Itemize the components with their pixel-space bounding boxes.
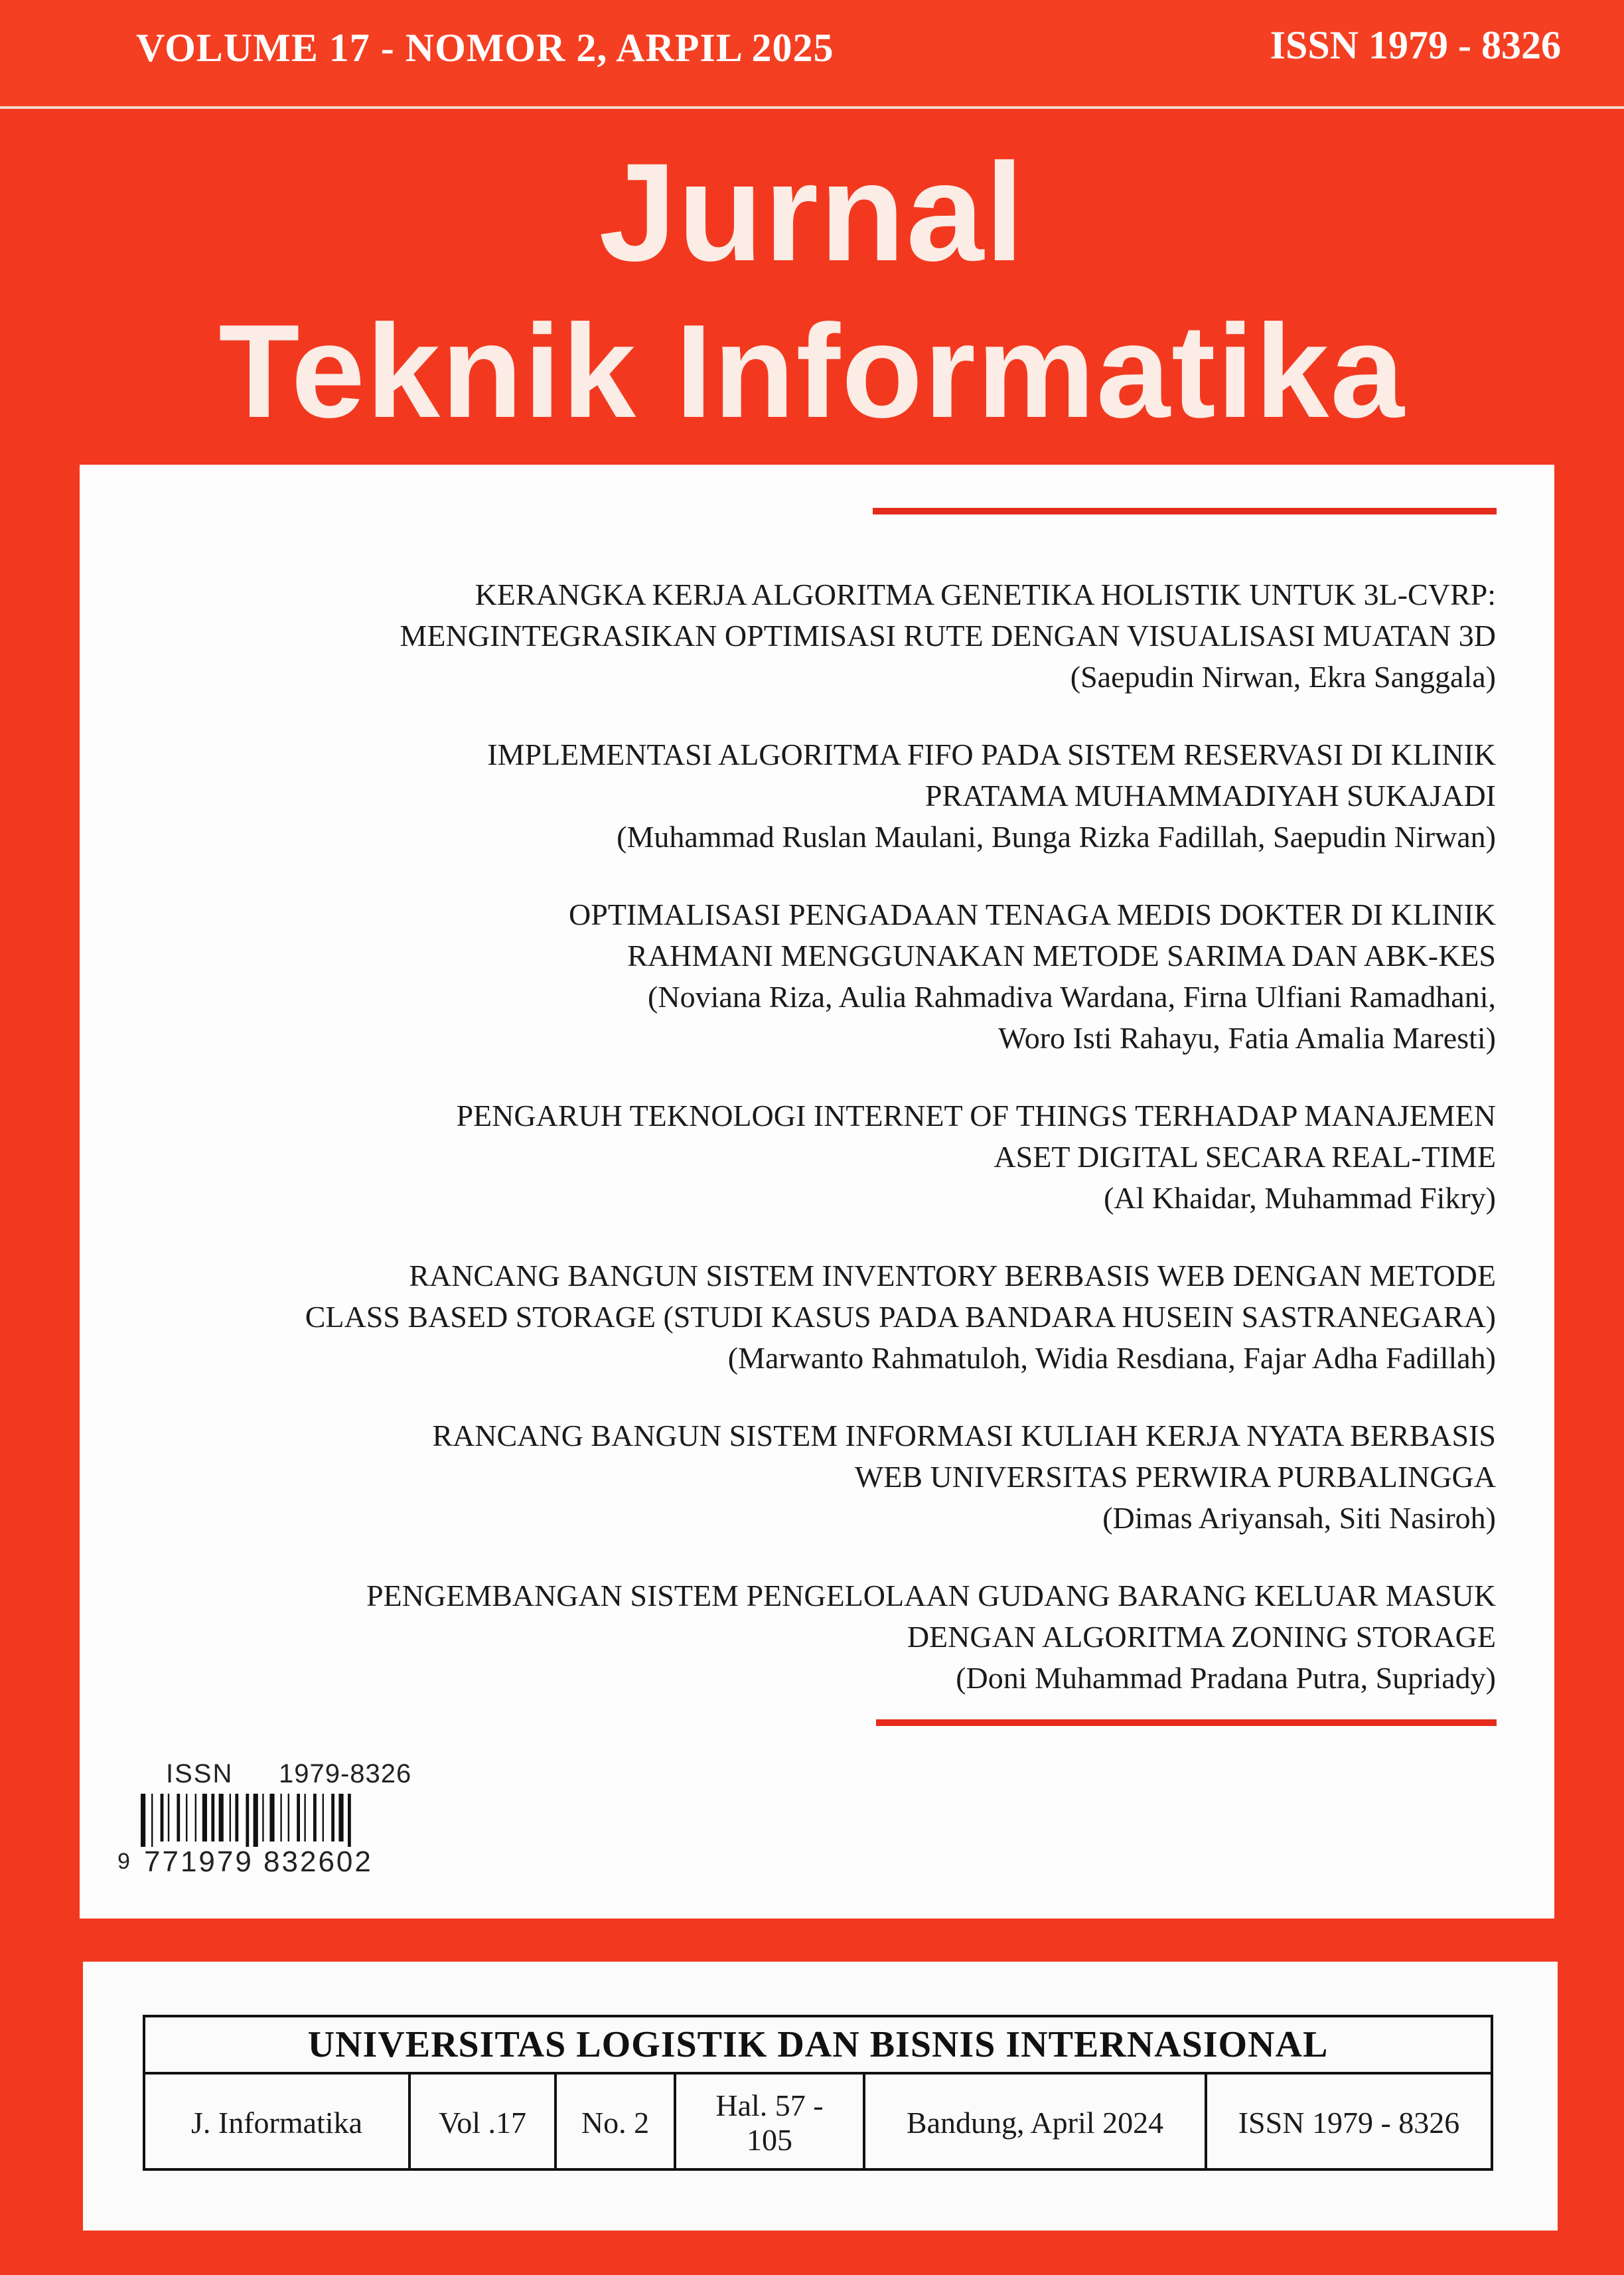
article-entry — [182, 894, 1496, 1059]
article-title-line: PENGEMBANGAN SISTEM PENGELOLAAN GUDANG BARANG KELUAR MASUK — [366, 1579, 1496, 1612]
article-authors-line: (Al Khaidar, Muhammad Fikry) — [1104, 1181, 1496, 1215]
barcode-bar — [235, 1794, 238, 1842]
article-entry — [182, 734, 1496, 858]
barcode-bar — [331, 1794, 334, 1842]
issn-label: ISSN 1979 - 8326 — [1270, 23, 1561, 67]
barcode-bar — [195, 1794, 196, 1842]
article-title-line: PENGARUH TEKNOLOGI INTERNET OF THINGS TERHADAP MANAJEMEN — [456, 1099, 1496, 1133]
article-title-line: IMPLEMENTASI ALGORITMA FIFO PADA SISTEM RESERVASI DI KLINIK — [487, 738, 1496, 771]
barcode-bar — [280, 1794, 281, 1842]
barcode-bar — [288, 1794, 289, 1842]
info-table — [143, 2015, 1493, 2171]
article-entry — [182, 574, 1496, 698]
article-list — [182, 574, 1496, 1735]
barcode-bar — [313, 1794, 317, 1842]
number-cell: No. 2 — [557, 2075, 676, 2171]
barcode-bar — [304, 1794, 305, 1842]
barcode-bar — [141, 1794, 145, 1847]
article-title-line: CLASS BASED STORAGE (STUDI KASUS PADA BANDARA HUSEIN SASTRANEGARA) — [305, 1300, 1496, 1334]
issn-cell: ISSN 1979 - 8326 — [1238, 2105, 1460, 2140]
article-entry — [182, 1095, 1496, 1219]
pages-line2: 105 — [747, 2122, 792, 2157]
article-authors-line: (Noviana Riza, Aulia Rahmadiva Wardana, Firna Ulfiani Ramadhani, — [648, 980, 1496, 1014]
barcode-icon — [139, 1794, 518, 1847]
journal-title-line2: Teknik Informatika — [218, 297, 1406, 445]
barcode-bar — [151, 1794, 153, 1847]
barcode-bar — [219, 1794, 224, 1842]
barcode-bar — [161, 1794, 164, 1842]
article-title-line: ASET DIGITAL SECARA REAL-TIME — [994, 1140, 1496, 1174]
publisher-name: UNIVERSITAS LOGISTIK DAN BISNIS INTERNASIONAL — [145, 2017, 1491, 2075]
pages-line1: Hal. 57 - — [715, 2088, 824, 2122]
barcode-bar — [211, 1794, 214, 1842]
place-date-cell: Bandung, April 2024 — [865, 2075, 1207, 2171]
article-title-line: OPTIMALISASI PENGADAAN TENAGA MEDIS DOKTER DI KLINIK — [569, 898, 1496, 931]
barcode-bar — [186, 1794, 187, 1842]
barcode-bar — [338, 1794, 343, 1842]
article-entry — [182, 1255, 1496, 1379]
barcode-bar — [262, 1794, 263, 1842]
barcode-bar — [269, 1794, 274, 1842]
barcode-bar — [323, 1794, 324, 1842]
article-title-line: RAHMANI MENGGUNAKAN METODE SARIMA DAN ABK-KES — [627, 939, 1496, 973]
article-authors-line: Woro Isti Rahayu, Fatia Amalia Maresti) — [997, 1021, 1496, 1055]
article-entry — [182, 1415, 1496, 1539]
contents-panel — [80, 465, 1554, 1919]
barcode-block — [103, 1759, 441, 1892]
article-title-line: WEB UNIVERSITAS PERWIRA PURBALINGGA — [854, 1460, 1496, 1494]
barcode-bar — [348, 1794, 351, 1847]
article-title-line: PRATAMA MUHAMMADIYAH SUKAJADI — [924, 779, 1496, 813]
barcode-digits: 771979 832602 — [144, 1845, 373, 1878]
journal-title-line1: Jurnal — [599, 134, 1025, 290]
journal-abbr-cell: J. Informatika — [145, 2075, 411, 2171]
volume-cell: Vol .17 — [411, 2075, 557, 2171]
barcode-issn-label: ISSN — [166, 1759, 234, 1788]
barcode-bar — [254, 1794, 258, 1847]
article-authors-line: (Muhammad Ruslan Maulani, Bunga Rizka Fadillah, Saepudin Nirwan) — [617, 820, 1496, 854]
barcode-bar — [297, 1794, 300, 1842]
barcode-bar — [230, 1794, 231, 1842]
volume-label: VOLUME 17 - NOMOR 2, ARPIL 2025 — [136, 26, 834, 70]
barcode-bar — [168, 1794, 169, 1842]
barcode-issn-number: 1979-8326 — [279, 1759, 412, 1788]
article-title-line: DENGAN ALGORITMA ZONING STORAGE — [907, 1620, 1496, 1654]
bottom-divider-rule — [876, 1719, 1497, 1726]
barcode-bar — [202, 1794, 207, 1842]
article-title-line: KERANGKA KERJA ALGORITMA GENETIKA HOLISTIK UNTUK 3L-CVRP: — [475, 578, 1496, 611]
article-authors-line: (Dimas Ariyansah, Siti Nasiroh) — [1102, 1501, 1496, 1535]
article-authors-line: (Doni Muhammad Pradana Putra, Supriady) — [956, 1661, 1496, 1695]
pages-cell — [676, 2075, 865, 2171]
top-banner — [0, 0, 1624, 109]
top-divider-rule — [873, 508, 1497, 514]
barcode-bar — [246, 1794, 249, 1847]
article-title-line: RANCANG BANGUN SISTEM INVENTORY BERBASIS WEB DENGAN METODE — [409, 1259, 1496, 1293]
barcode-bar — [177, 1794, 180, 1842]
article-authors-line: (Saepudin Nirwan, Ekra Sanggala) — [1070, 660, 1496, 694]
article-authors-line: (Marwanto Rahmatuloh, Widia Resdiana, Fajar Adha Fadillah) — [727, 1341, 1496, 1375]
barcode-first-digit: 9 — [117, 1849, 130, 1874]
footer-panel — [83, 1962, 1558, 2231]
article-title-line: RANCANG BANGUN SISTEM INFORMASI KULIAH KERJA NYATA BERBASIS — [432, 1419, 1496, 1452]
article-title-line: MENGINTEGRASIKAN OPTIMISASI RUTE DENGAN VISUALISASI MUATAN 3D — [400, 619, 1496, 653]
article-entry — [182, 1575, 1496, 1699]
